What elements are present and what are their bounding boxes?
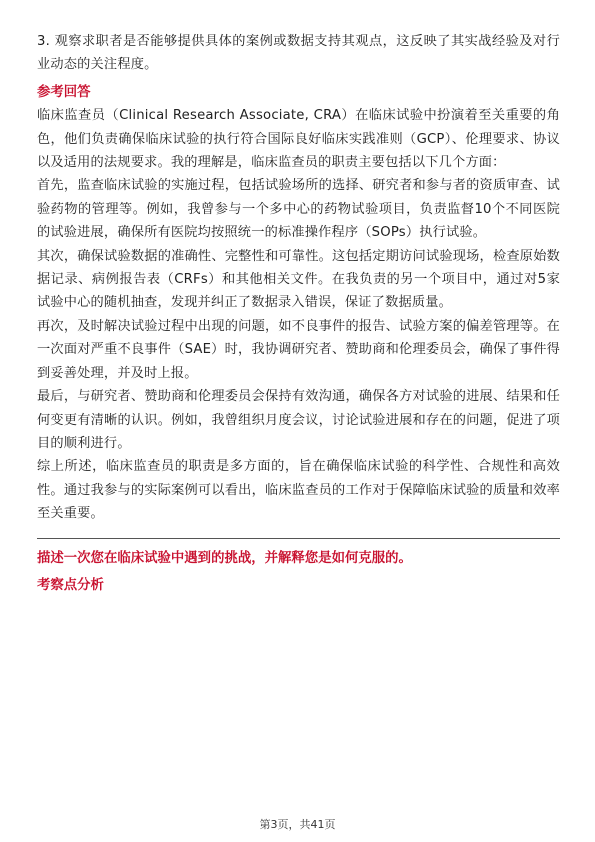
reference-answer-heading: 参考回答 (37, 84, 91, 100)
answer-paragraph-5: 最后，与研究者、赞助商和伦理委员会保持有效沟通，确保各方对试验的进展、结果和任何变更有清晰的认识。例如，我曾组织月度会议，讨论试验进展和存在的问题，促进了项目的顺利进行。 (37, 389, 560, 451)
answer-paragraph-4: 再次，及时解决试验过程中出现的问题，如不良事件的报告、试验方案的偏差管理等。在一次面对严重不良事件（SAE）时，我协调研究者、赞助商和伦理委员会，确保了事件得到妥善处理，并及时上报。 (37, 318, 560, 381)
intro-point: 3. 观察求职者是否能够提供具体的案例或数据支持其观点，这反映了其实战经验及对行业动态的关注程度。 (37, 34, 560, 73)
answer-paragraph-2: 首先，监查临床试验的实施过程，包括试验场所的选择、研究者和参与者的资质审查、试验药物的管理等。例如，我曾参与一个多中心的药物试验项目，负责监督10个不同医院的试验进展，确保所有医院均按照统一的标准操作程序（SOPs）执行试验。 (37, 178, 560, 241)
page-number-footer: 第3页，共41页 (259, 818, 336, 831)
answer-paragraph-6: 综上所述，临床监查员的职责是多方面的，旨在确保临床试验的科学性、合规性和高效性。通过我参与的实际案例可以看出，临床监查员的工作对于保障临床试验的质量和效率至关重要。 (37, 459, 560, 522)
answer-paragraph-3: 其次，确保试验数据的准确性、完整性和可靠性。这包括定期访问试验现场，检查原始数据记录、病例报告表（CRFs）和其他相关文件。在我负责的另一个项目中，通过对5家试验中心的随机抽查，发现并纠正了数据录入错误，保证了数据质量。 (37, 248, 560, 311)
analysis-heading: 考察点分析 (37, 577, 104, 593)
section-divider (37, 538, 560, 539)
document-page (37, 30, 560, 597)
next-question: 描述一次您在临床试验中遇到的挑战，并解释您是如何克服的。 (37, 550, 412, 566)
answer-paragraph-1: 临床监查员（Clinical Research Associate, CRA）在临床试验中扮演着至关重要的角色，他们负责确保临床试验的执行符合国际良好临床实践准则（GCP）、伦理要求、协议以及适用的法规要求。我的理解是，临床监查员的职责主要包括以下几个方面： (37, 108, 560, 171)
